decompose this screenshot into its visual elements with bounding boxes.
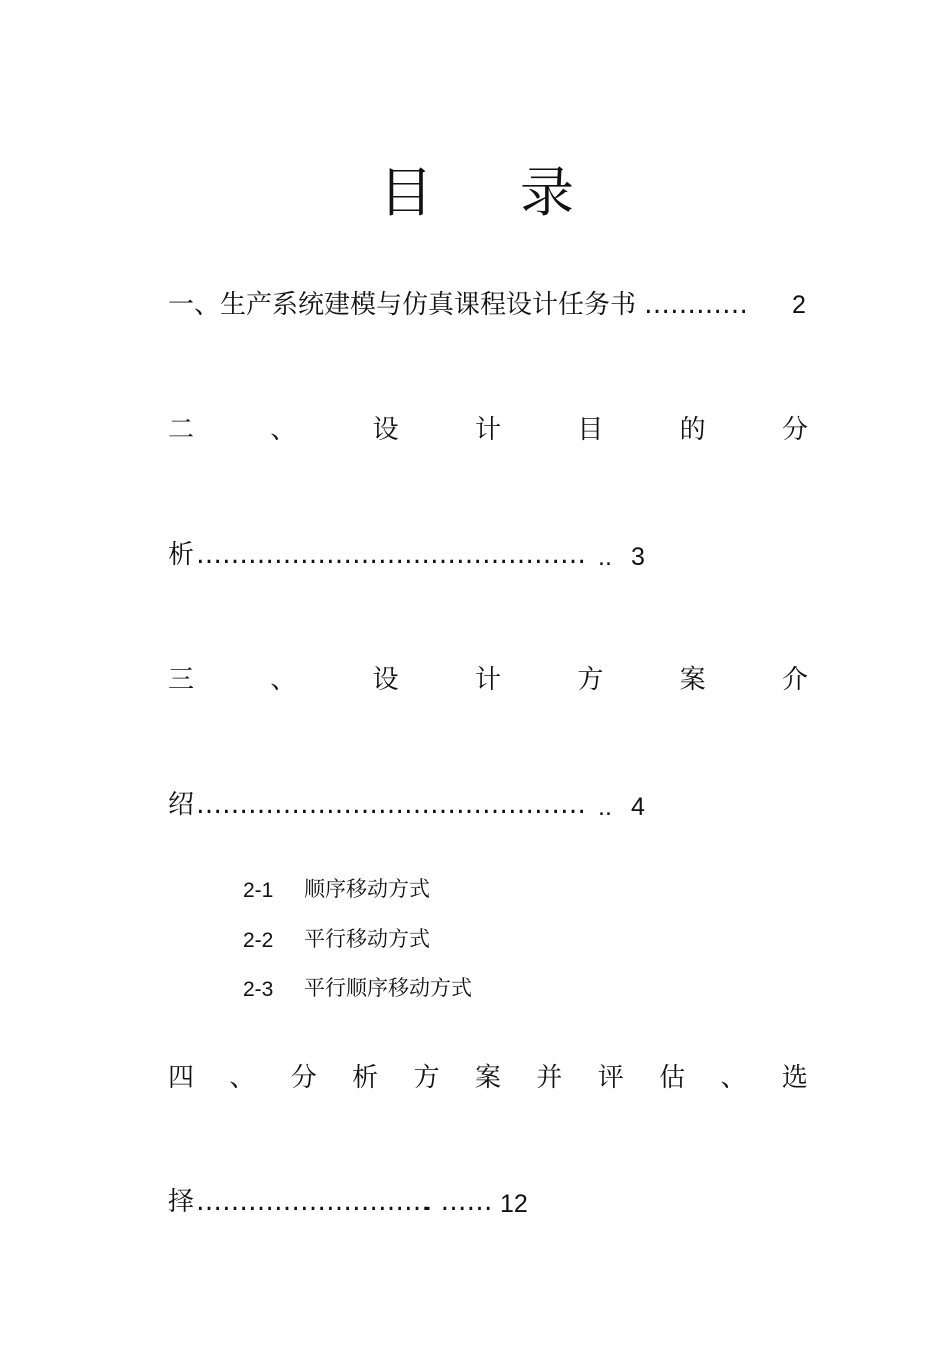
toc-entry-2-char: 设 bbox=[372, 415, 399, 445]
toc-entry-4-page: 12 bbox=[500, 1190, 528, 1218]
toc-subentry-label: 平行顺序移动方式 bbox=[304, 976, 472, 1000]
toc-entry-4-char: 方 bbox=[413, 1063, 440, 1093]
toc-entry-1-text: 一、生产系统建模与仿真课程设计任务书 bbox=[168, 290, 637, 320]
toc-entry-4-char: 并 bbox=[536, 1063, 563, 1093]
toc-entry-3-leader: ……………………………………… bbox=[196, 790, 586, 820]
toc-entry-1-leader: ………… bbox=[644, 290, 748, 320]
toc-entry-4-char: 、 bbox=[229, 1063, 256, 1093]
toc-entry-3-char: 计 bbox=[474, 665, 501, 695]
toc-entry-2-page: 3 bbox=[631, 543, 645, 571]
toc-entry-3-tail: 绍 bbox=[168, 790, 195, 820]
toc-entry-4-char: 估 bbox=[659, 1063, 686, 1093]
toc-entry-2-char: 的 bbox=[679, 415, 706, 445]
toc-entry-2-char: 、 bbox=[270, 415, 297, 445]
toc-entry-2-heading bbox=[168, 417, 808, 443]
page-title-char-2: 录 bbox=[520, 161, 574, 224]
toc-entry-2-char: 计 bbox=[474, 415, 501, 445]
toc-entry-2-char: 分 bbox=[781, 415, 808, 445]
toc-entry-4-char: 分 bbox=[290, 1063, 317, 1093]
toc-entry-4-char: 、 bbox=[720, 1063, 747, 1093]
toc-entry-4-char: 评 bbox=[597, 1063, 624, 1093]
toc-entry-3-page: 4 bbox=[631, 793, 645, 821]
toc-subentry-number: 2-2 bbox=[243, 929, 274, 952]
toc-entry-3-heading bbox=[168, 667, 808, 693]
toc-entry-4-char: 案 bbox=[474, 1063, 501, 1093]
toc-entry-3-char: 介 bbox=[781, 665, 808, 695]
toc-entry-3-char: 方 bbox=[577, 665, 604, 695]
toc-entry-4-char: 析 bbox=[352, 1063, 379, 1093]
page-title-char-1: 目 bbox=[379, 161, 433, 224]
toc-subentry-label: 顺序移动方式 bbox=[304, 877, 430, 901]
toc-entry-4-leader: ……………………… bbox=[196, 1187, 430, 1217]
toc-entry-3-char: 案 bbox=[679, 665, 706, 695]
toc-entry-4-char: 选 bbox=[781, 1063, 808, 1093]
toc-entry-2-char: 目 bbox=[577, 415, 604, 445]
toc-entry-2-tail: 析 bbox=[168, 540, 195, 570]
toc-entry-4-tail: 择 bbox=[168, 1187, 195, 1217]
toc-entry-3-char: 设 bbox=[372, 665, 399, 695]
toc-entry-3-dots: .. bbox=[598, 793, 612, 821]
toc-entry-4-heading bbox=[168, 1065, 808, 1091]
toc-entry-2-char: 二 bbox=[168, 415, 195, 445]
toc-subentry-number: 2-1 bbox=[243, 879, 274, 902]
toc-entry-4-leader-2: . …… bbox=[424, 1187, 493, 1217]
toc-subentry-label: 平行移动方式 bbox=[304, 927, 430, 951]
toc-entry-3-char: 、 bbox=[270, 665, 297, 695]
toc-entry-4-char: 四 bbox=[168, 1063, 195, 1093]
toc-subentry-number: 2-3 bbox=[243, 978, 274, 1001]
toc-entry-1-page: 2 bbox=[792, 291, 806, 319]
toc-entry-3-char: 三 bbox=[168, 665, 195, 695]
toc-entry-2-dots: .. bbox=[598, 543, 612, 571]
toc-entry-2-leader: ……………………………………… bbox=[196, 540, 586, 570]
